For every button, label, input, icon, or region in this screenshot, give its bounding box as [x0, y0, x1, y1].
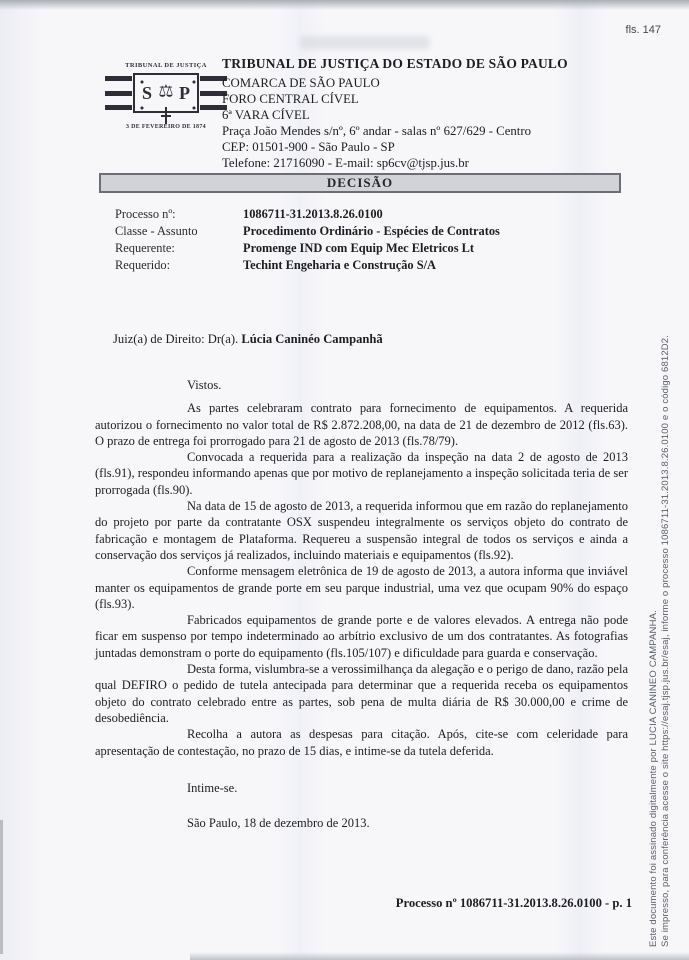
seal-left-bars — [105, 76, 132, 110]
signature-stamp-line2: Se impresso, para conferência acesse o site https://esaj.tjsp.jus.br/esaj, informe o processo 1086711-31.2013.8.26.0100 e o código 6812D2. — [660, 335, 671, 947]
scan-artifact-bottom-band — [190, 952, 689, 960]
seal-bottom-caption: 3 DE FEVEREIRO DE 1874 — [126, 124, 206, 130]
judge-name: Lúcia Caninéo Campanhã — [241, 332, 383, 346]
footer-process-line: Processo nº 1086711-31.2013.8.26.0100 - p. 1 — [395, 896, 632, 910]
body-paragraph: As partes celebraram contrato para fornecimento de equipamentos. A requerida autorizou o fornecimento no valor total de R$ 2.872.208,00, na data de 21 de dezembro de 2012 (fls.63). O prazo de entrega foi prorrogado para 21 de agosto de 2013 (fls.78/79). — [95, 401, 628, 448]
scan-artifact-left-edge — [0, 820, 3, 954]
digital-signature-stamp — [648, 302, 672, 947]
scan-artifact-smudge — [300, 36, 430, 49]
judge-line — [113, 332, 383, 347]
tjsp-seal — [103, 62, 229, 130]
header-address: Praça João Mendes s/nº, 6º andar - salas nº 627/629 - Centro — [222, 124, 532, 138]
court-header — [222, 56, 632, 171]
header-phone-email: Telefone: 21716090 - E-mail: sp6cv@tjsp.jus.br — [222, 156, 469, 170]
header-foro: FORO CENTRAL CÍVEL — [222, 92, 359, 106]
closing-order: Intime-se. — [187, 780, 238, 795]
process-number-row — [115, 206, 615, 223]
process-number-label: Processo nº: — [115, 207, 176, 221]
body-paragraph: Desta forma, vislumbra-se a verossimilhança da alegação e o perigo de dano, razão pela qual DEFIRO o pedido de tutela antecipada para determinar que a requerida receba os equipamentos objeto do contrato celebrado entre as partes, sob pena de multa diária de R$ 30.000,00 e crime de desobediência. — [95, 662, 628, 725]
seal-sword-crossbar — [161, 115, 171, 117]
defendant-label: Requerido: — [115, 258, 171, 272]
header-cep: CEP: 01501-900 - São Paulo - SP — [222, 140, 395, 154]
body-paragraph: Na data de 15 de agosto de 2013, a requerida informou que em razão do replanejamento do projeto por parte da contratante OSX suspendeu integralmente os serviços objeto do contrato de fabricação e montagem de Plataforma. Requereu a suspensão integral de todos os serviços e ainda a conservação dos serviços já realizados, incluindo materiais e equipamentos (fls.92). — [95, 499, 628, 562]
defendant-row — [115, 257, 615, 274]
city-date-line: São Paulo, 18 de dezembro de 2013. — [187, 816, 370, 831]
class-subject-value: Procedimento Ordinário - Espécies de Contratos — [243, 224, 500, 238]
body-paragraph: Recolha a autora as despesas para citação. Após, cite-se com celeridade para apresentação de contestação, no prazo de 15 dias, e intime-se da tutela deferida. — [95, 727, 628, 758]
signature-stamp-line1: Este documento foi assinado digitalmente por LUCIA CANINEO CAMPANHA. — [648, 610, 659, 947]
seal-letter-p: P — [179, 82, 190, 103]
court-title: TRIBUNAL DE JUSTIÇA DO ESTADO DE SÃO PAULO — [222, 56, 568, 71]
decision-banner-label: DECISÃO — [326, 175, 394, 190]
seal-letter-s: S — [142, 82, 153, 103]
decision-banner — [99, 173, 621, 193]
claimant-value: Promenge IND com Equip Mec Eletricos Lt — [243, 241, 475, 255]
seal-emblem — [103, 71, 229, 115]
body-paragraph: Conforme mensagem eletrônica de 19 de agosto de 2013, a autora informa que inviável manter os equipamentos de grande porte em seu parque industrial, uma vez que ocupam 90% do espaço (fls.93). — [95, 564, 628, 611]
header-vara: 6ª VARA CÍVEL — [222, 108, 310, 122]
class-subject-row — [115, 223, 615, 240]
salutation: Vistos. — [187, 378, 222, 392]
header-comarca: COMARCA DE SÃO PAULO — [222, 76, 380, 90]
body-paragraph: Convocada a requerida para a realização da inspeção na data 2 de agosto de 2013 (fls.91), respondeu informando apenas que por motivo de replanejamento a inspeção solicitada teria de ser prorrogada (fls.90). — [95, 450, 628, 497]
claimant-label: Requerente: — [115, 241, 175, 255]
class-subject-label: Classe - Assunto — [115, 224, 198, 238]
defendant-value: Techint Engeharia e Construção S/A — [243, 258, 436, 272]
decision-body — [95, 377, 628, 831]
claimant-row — [115, 240, 615, 257]
scan-artifact-top-band — [0, 0, 689, 10]
seal-top-caption: TRIBUNAL DE JUSTIÇA — [125, 62, 207, 69]
body-paragraph: Fabricados equipamentos de grande porte e de valores elevados. A entrega não pode ficar em suspenso por tempo indeterminado ao arbítrio exclusivo de um dos contratantes. As fotografias juntadas demonstram o porte do equipamento (fls.105/107) e dificuldade para guarda e conservação. — [95, 613, 628, 660]
page-folio-number: fls. 147 — [625, 24, 661, 36]
process-info-block — [115, 206, 615, 274]
judge-prefix: Juiz(a) de Direito: Dr(a). — [113, 332, 242, 346]
process-number-value: 1086711-31.2013.8.26.0100 — [243, 207, 383, 221]
seal-center-box — [133, 73, 199, 113]
scales-of-justice-icon: ⚖ — [158, 81, 174, 102]
